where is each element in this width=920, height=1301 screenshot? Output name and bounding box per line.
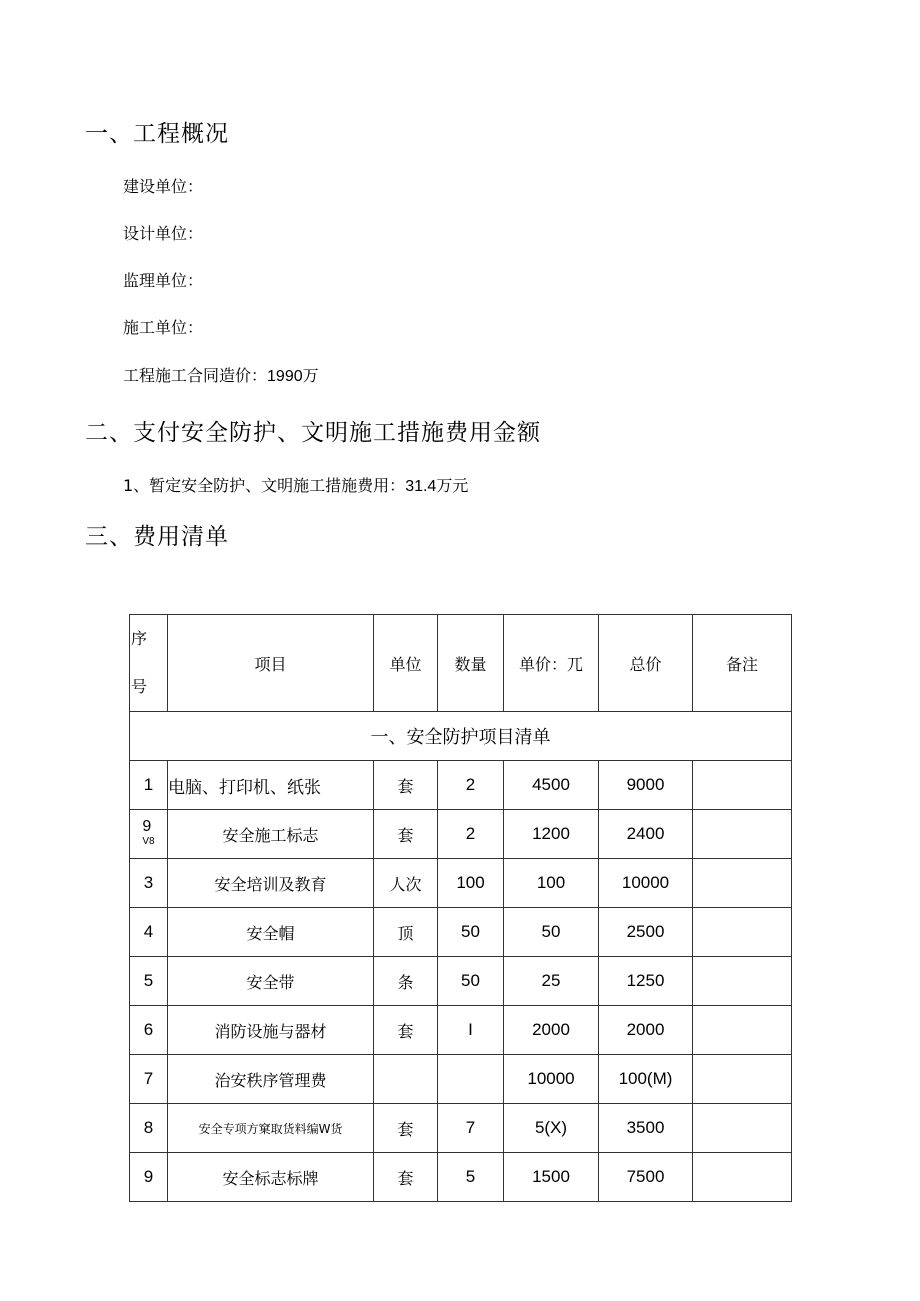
row-total: 10000 [599,859,693,908]
row-item: 安全帽 [168,908,374,957]
section-row-title: 一、安全防护项目清单 [130,712,792,761]
header-total: 总价 [599,615,693,712]
table-row [130,859,792,908]
row-item: 安全标志标牌 [168,1153,374,1202]
row-remark [693,859,792,908]
row-remark [693,810,792,859]
row-unit: 套 [374,1153,438,1202]
fee-amount-line [123,474,468,499]
contract-price-value: 1990万 [267,368,319,385]
row-seq: 6 [130,1006,168,1055]
row-item: 消防设施与器材 [168,1006,374,1055]
section-title-overview: 一、工程概况 [85,121,229,147]
row-total: 9000 [599,761,693,810]
header-qty: 数量 [438,615,504,712]
row-item: 安全施工标志 [168,810,374,859]
row-qty: 7 [438,1104,504,1153]
row-qty: I [438,1006,504,1055]
section-title-fee-amount: 二、支付安全防护、文明施工措施费用金额 [85,420,541,446]
contractor-unit-line: 施工单位： [123,318,204,337]
row-total: 2000 [599,1006,693,1055]
row-seq: 7 [130,1055,168,1104]
row-remark [693,1153,792,1202]
table-row [130,1104,792,1153]
header-remark: 备注 [693,615,792,712]
table-row [130,810,792,859]
contract-price-line [123,364,319,389]
row-unit: 套 [374,1104,438,1153]
header-seq-line2: 号 [131,677,148,696]
contract-price-label: 工程施工合同造价： [123,366,268,385]
row-total: 2500 [599,908,693,957]
row-total: 3500 [599,1104,693,1153]
row-qty: 5 [438,1153,504,1202]
table-row [130,1006,792,1055]
row-remark [693,761,792,810]
row-total: 7500 [599,1153,693,1202]
row-seq: 1 [130,761,168,810]
table-header-row [130,615,792,712]
row-qty [438,1055,504,1104]
row-seq: 8 [130,1104,168,1153]
row-total: 1250 [599,957,693,1006]
row-item: 电脑、打印机、纸张 [168,761,374,810]
row-total: 2400 [599,810,693,859]
row-seq: 4 [130,908,168,957]
row-price: 50 [504,908,599,957]
header-unit: 单位 [374,615,438,712]
fee-amount-label: 1、暂定安全防护、文明施工措施费用： [123,476,406,495]
supervision-unit-line: 监理单位： [123,271,204,290]
row-qty: 50 [438,957,504,1006]
row-seq-top: 9 [142,818,152,835]
row-price: 100 [504,859,599,908]
row-seq: 9 [130,1153,168,1202]
row-remark [693,1006,792,1055]
row-item: 安全带 [168,957,374,1006]
table-row [130,908,792,957]
row-unit: 条 [374,957,438,1006]
row-price: 4500 [504,761,599,810]
row-remark [693,908,792,957]
row-item: 安全专项方窠取货料编W货 [168,1104,374,1153]
table-row [130,1153,792,1202]
table-row [130,761,792,810]
row-unit: 套 [374,761,438,810]
table-row [130,1055,792,1104]
table-row [130,957,792,1006]
row-remark [693,1104,792,1153]
row-remark [693,1055,792,1104]
fee-amount-value: 31.4万元 [405,478,469,495]
row-price: 1200 [504,810,599,859]
row-seq-glyph [142,820,154,848]
row-item: 安全培训及教育 [168,859,374,908]
row-unit: 人次 [374,859,438,908]
header-seq [130,615,168,712]
row-seq: 5 [130,957,168,1006]
row-remark [693,957,792,1006]
section-row [130,712,792,761]
row-qty: 100 [438,859,504,908]
row-price: 10000 [504,1055,599,1104]
design-unit-line: 设计单位： [123,224,204,243]
header-item: 项目 [168,615,374,712]
row-seq [130,810,168,859]
row-unit: 套 [374,810,438,859]
row-unit: 套 [374,1006,438,1055]
section-title-fee-list: 三、费用清单 [85,524,229,550]
row-total: 100(M) [599,1055,693,1104]
row-seq: 3 [130,859,168,908]
row-unit: 顶 [374,908,438,957]
header-unit-price: 单价：兀 [504,615,599,712]
row-price: 1500 [504,1153,599,1202]
row-qty: 50 [438,908,504,957]
construction-unit-line: 建设单位： [123,177,204,196]
row-price: 2000 [504,1006,599,1055]
row-price: 25 [504,957,599,1006]
row-item: 治安秩序管理费 [168,1055,374,1104]
row-price: 5(X) [504,1104,599,1153]
row-qty: 2 [438,761,504,810]
row-unit [374,1055,438,1104]
row-qty: 2 [438,810,504,859]
row-seq-bottom: V8 [142,836,155,847]
fee-table [129,614,792,1202]
header-seq-line1: 序 [131,629,148,648]
